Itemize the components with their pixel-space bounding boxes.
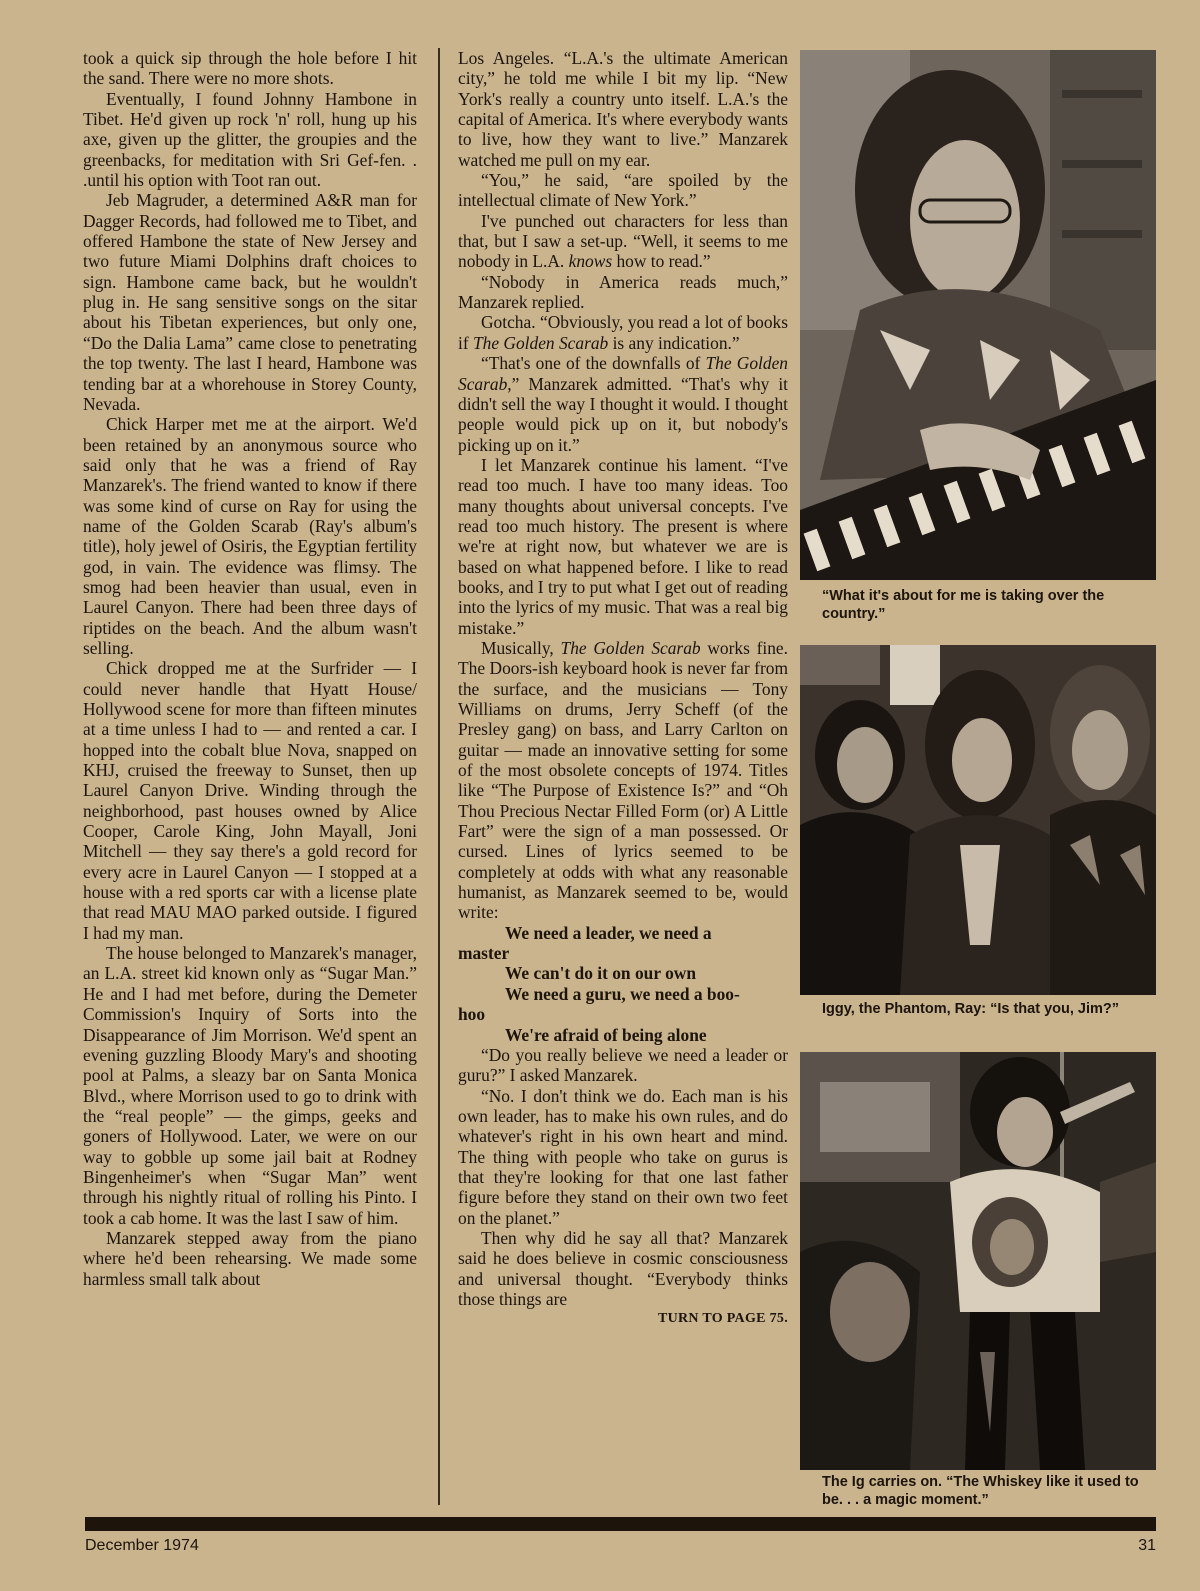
lyric-line: hoo — [458, 1004, 486, 1025]
paragraph: “No. I don't think we do. Each man is his own leader, has to make his own rules, and do whatever's right in his own heart and mind. The thing with people who take on gurus is that they're looking for that one last father figure before they stand on their own two feet on the planet.” — [458, 1085, 788, 1228]
paragraph: Then why did he say all that? Manzarek said he does believe in cosmic consciousness and universal thought. “Everybody thinks those things are — [458, 1227, 788, 1309]
paragraph: Jeb Magruder, a determined A&R man for Dagger Records, had followed me to Tibet, and offered Hambone the state of New Jersey and two future Miami Dolphins draft choices to sign. Hambone came back, but he wouldn't plug in. He sang sensitive songs on the sitar about his Tibetan experiences, but only one, “Do the Dalia Lama” came close to penetrating the top twenty. The last I heard, Hambone was tending bar at a whorehouse in Storey County, Nevada. — [83, 190, 417, 414]
paragraph: Chick dropped me at the Surfrider — I could never handle that Hyatt House/ Hollywood scene for more than fifteen minutes at a time unless I had to — and rented a car. I hopped into the cobalt blue Nova, snapped on KHJ, cruised the freeway to Sunset, then up Laurel Canyon Drive. Winding through the neighborhood, past houses owned by Alice Cooper, Carole King, John Mayall, Joni Mitchell — they say there's a gold record for every acre in Laurel Canyon — I stopped at a house with a red sports car with a license plate that read MAU MAO parked outside. I figured I had my man. — [83, 658, 417, 943]
paragraph: “Do you really believe we need a leader or guru?” I asked Manzarek. — [458, 1044, 788, 1086]
text-run: Musically, — [481, 637, 561, 658]
continuation-note: TURN TO PAGE 75. — [657, 1311, 788, 1327]
paragraph: took a quick sip through the hole before I hit the sand. There were no more shots. — [83, 48, 417, 89]
photo-group-three — [800, 645, 1156, 995]
column-divider — [438, 48, 440, 1505]
paragraph: “Nobody in America reads much,” Manzarek replied. — [458, 271, 788, 313]
text-run: I've punched out characters for less than that, but I saw a set-up. “Well, it seems to me nobody in L.A. — [458, 210, 788, 272]
paragraph: Manzarek stepped away from the piano where he'd been rehearsing. We made some harmless small talk about — [83, 1227, 417, 1289]
lyric-line: We're afraid of being alone — [505, 1024, 707, 1045]
paragraph: The house belonged to Manzarek's manager, an L.A. street kid known only as “Sugar Man.” He and I had met before, during the Demeter Commission's Inquiry of Sorts into the Disappearance of Jim Morrison. We'd spent an evening guzzling Bloody Mary's and shooting pool at Palms, a sleazy bar on Santa Monica Blvd., where Morrison used to go to drink with the “real people” — the gimps, geeks and goners of Hollywood. Later, we were on our way to gobble up some jail bait at Rodney Bingenheimer's when “Sugar Man” went through his nightly ritual of rolling his Pinto. I took a cab home. It was the last I saw of him. — [83, 943, 417, 1228]
photo-caption: The Ig carries on. “The Whiskey like it used to be. . . a magic moment.” — [822, 1474, 1139, 1508]
text-run: is any indication.” — [608, 332, 740, 353]
lyric-line: We need a guru, we need a boo- — [505, 983, 740, 1004]
album-title: The Golden Scarab — [458, 353, 788, 394]
paragraph: I let Manzarek continue his lament. “I've read too much. I have too many ideas. Too many thoughts about universal concepts. I've read too much history. The present is where we're at right now, but whatever we are is based on what happened before. I like to read books, and I try to put what I get out of reading into the lyrics of my music. That was a real big mistake.” — [458, 454, 788, 638]
photo-caption: Iggy, the Phantom, Ray: “Is that you, Jim?” — [822, 1001, 1120, 1017]
text-run: ,” Manzarek admitted. “That's why it didn't sell the way I thought it would. I thought people would pick up on it, but nobody's picking up on it.” — [458, 373, 788, 455]
issue-date: December 1974 — [85, 1537, 199, 1554]
paragraph: Los Angeles. “L.A.'s the ultimate American city,” he told me while I bit my lip. “New York's really a country unto itself. L.A.'s the capital of America. It's where everybody wants to live, how they want to live.” Manzarek watched me pull on my ear. — [458, 48, 788, 170]
paragraph — [458, 353, 788, 455]
page-number: 31 — [1138, 1537, 1156, 1554]
lyric-line: We need a leader, we need a — [505, 922, 712, 943]
article-column-2 — [458, 48, 788, 1330]
article-column-1 — [83, 48, 417, 1289]
photo-manzarek-keyboard — [800, 50, 1156, 580]
text-run: works fine. The Doors-ish keyboard hook is never far from the surface, and the musicians — Tony Williams on drums, Jerry Scheff (of the Presley gang) on bass, and Larry Carlton on guitar — made an innovative setting for some of the most obsolete concepts of 1974. Titles like “The Purpose of Existence Is?” and “Oh Thou Precious Nectar Filled Form (or) A Little Fart” were the sign of a man possessed. Or cursed. Lines of lyrics seemed to be completely at odds with what any reasonable humanist, as Manzarek seemed to be, would write: — [458, 637, 788, 923]
paragraph — [458, 312, 788, 353]
text-run: Gotcha. “Obviously, you read a lot of books if — [458, 312, 788, 353]
paragraph — [458, 211, 788, 272]
paragraph: Chick Harper met me at the airport. We'd been retained by an anonymous source who said only that he was a friend of Ray Manzarek's. The friend wanted to know if there was some kind of curse on Ray for using the name of the Golden Scarab (Ray's album's title), holy jewel of Osiris, the Egyptian fertility god, in vain. The evidence was flimsy. The smog had been heavier than usual, even in Laurel Canyon. There had been three days of riptides on the beach. And the album wasn't selling. — [83, 414, 417, 658]
footer-rule — [85, 1517, 1156, 1531]
photo-caption: “What it's about for me is taking over the country.” — [822, 588, 1105, 622]
lyric-line: We can't do it on our own — [505, 963, 696, 984]
paragraph: Eventually, I found Johnny Hambone in Tibet. He'd given up rock 'n' roll, hung up his axe, given up the glitter, the groupies and the greenbacks, for meditation with Sri Gef-fen. . .until his option with Toot ran out. — [83, 88, 417, 191]
lyric-line: master — [458, 943, 510, 964]
photo-iggy-performing — [800, 1052, 1156, 1470]
text-run: how to read.” — [612, 251, 711, 272]
paragraph — [458, 638, 788, 923]
paragraph: “You,” he said, “are spoiled by the intellectual climate of New York.” — [458, 170, 788, 211]
album-title: The Golden Scarab — [560, 637, 701, 658]
album-title: The Golden Scarab — [472, 332, 609, 353]
text-run: “That's one of the downfalls of — [481, 353, 706, 374]
emphasis: knows — [568, 251, 613, 272]
